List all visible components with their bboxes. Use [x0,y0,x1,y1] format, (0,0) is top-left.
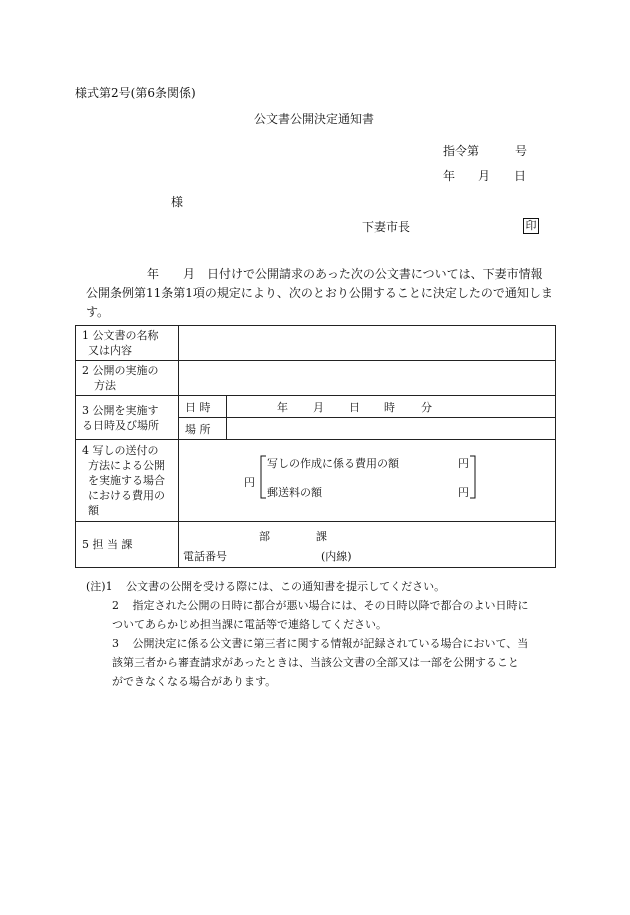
datetime-day: 日 [349,400,360,414]
note-1-mark: (注)1 [86,580,113,593]
note-2-line2: ついてあらかじめ担当課に電話等で連絡してください。 [112,618,387,631]
department-ka: 課 [316,529,327,543]
note-3-line1: 公開決定に係る公文書に第三者に関する情報が記録されている場合において、当 [132,637,529,650]
directive-label: 指令第 [443,144,480,158]
datetime-field[interactable] [227,396,556,418]
place-field[interactable] [227,418,556,440]
row2-label [76,361,179,396]
note-1-text: 公文書の公開を受ける際には、この通知書を提示してください。 [126,580,446,593]
notes-section [86,577,566,691]
row4-label-line2: 方法による公開 [88,459,165,472]
copy-cost-label: 写しの作成に係る費用の額 [267,456,399,470]
row4-label-line3: を実施する場合 [88,474,165,487]
cost-field[interactable] [179,440,556,522]
row3-label [76,396,179,440]
row1-label [76,326,179,361]
recipient-honorific: 様 [171,195,184,209]
intro-month-label: 月 [183,267,196,281]
row2-label-line1: 2 公開の実施の [82,364,159,377]
note-2-mark: 2 [112,599,119,612]
note-1 [86,577,566,596]
row4-label [76,440,179,522]
table-row [76,396,556,418]
note-2-cont [86,615,566,634]
document-name-field[interactable] [179,326,556,361]
right-bracket-icon [469,455,477,499]
table-row [76,522,556,568]
note-2-line1: 指定された公開の日時に都合が悪い場合には、その日時以降で都合のよい日時に [132,599,529,612]
copy-cost-yen-unit: 円 [458,456,469,470]
row4-label-line1: 4 写しの送付の [82,444,159,457]
postage-label: 郵送料の額 [267,485,322,499]
intro-year-label: 年 [147,267,160,281]
directive-number-suffix: 号 [515,144,528,158]
row2-label-line2: 方法 [94,379,116,392]
left-bracket-icon [259,455,267,499]
note-3 [86,634,566,653]
datetime-hour: 時 [384,400,395,414]
postage-yen-unit: 円 [458,485,469,499]
row4-label-line4: における費用の [88,489,165,502]
note-3-line2: 該第三者から審査請求があったときは、当該公文書の全部又は一部を公開すること [112,656,519,669]
intro-line-2: 公開条例第11条第1項の規定により、次のとおり公開することに決定したので通知しま [86,286,553,300]
table-row [76,326,556,361]
datetime-month: 月 [313,400,324,414]
row3-label-line1: 3 公開を実施す [82,403,159,417]
intro-line-1: 日付けで公開請求のあった次の公文書については、下妻市情報 [207,267,543,281]
intro-line-3: す。 [86,305,110,319]
seal-box: 印 [523,218,539,234]
disclosure-table [75,325,556,568]
note-2 [86,596,566,615]
form-number: 様式第2号(第6条関係) [75,86,196,100]
datetime-year: 年 [277,400,288,414]
issue-month-label: 月 [478,169,491,183]
issue-day-label: 日 [514,169,527,183]
phone-label: 電話番号 [183,549,227,563]
row4-label-line5: 額 [88,504,99,517]
place-label: 場 所 [179,418,227,440]
row5-label: 5 担 当 課 [76,522,179,568]
mayor-title: 下妻市長 [362,220,411,234]
note-3-cont-2 [86,672,566,691]
datetime-label: 日 時 [179,396,227,418]
note-3-cont-1 [86,653,566,672]
row3-label-line2: る日時及び場所 [82,418,159,432]
total-yen-unit: 円 [244,475,255,489]
extension-label: (内線) [321,549,352,563]
row1-label-line2: 又は内容 [88,344,132,357]
issue-year-label: 年 [443,169,456,183]
disclosure-method-field[interactable] [179,361,556,396]
department-field[interactable] [179,522,556,568]
datetime-minute: 分 [421,400,432,414]
row1-label-line1: 1 公文書の名称 [82,329,159,342]
note-3-line3: ができなくなる場合があります。 [112,675,277,688]
table-row [76,440,556,522]
document-title: 公文書公開決定通知書 [254,112,375,126]
table-row [76,361,556,396]
department-bu: 部 [259,529,270,543]
note-3-mark: 3 [112,637,119,650]
